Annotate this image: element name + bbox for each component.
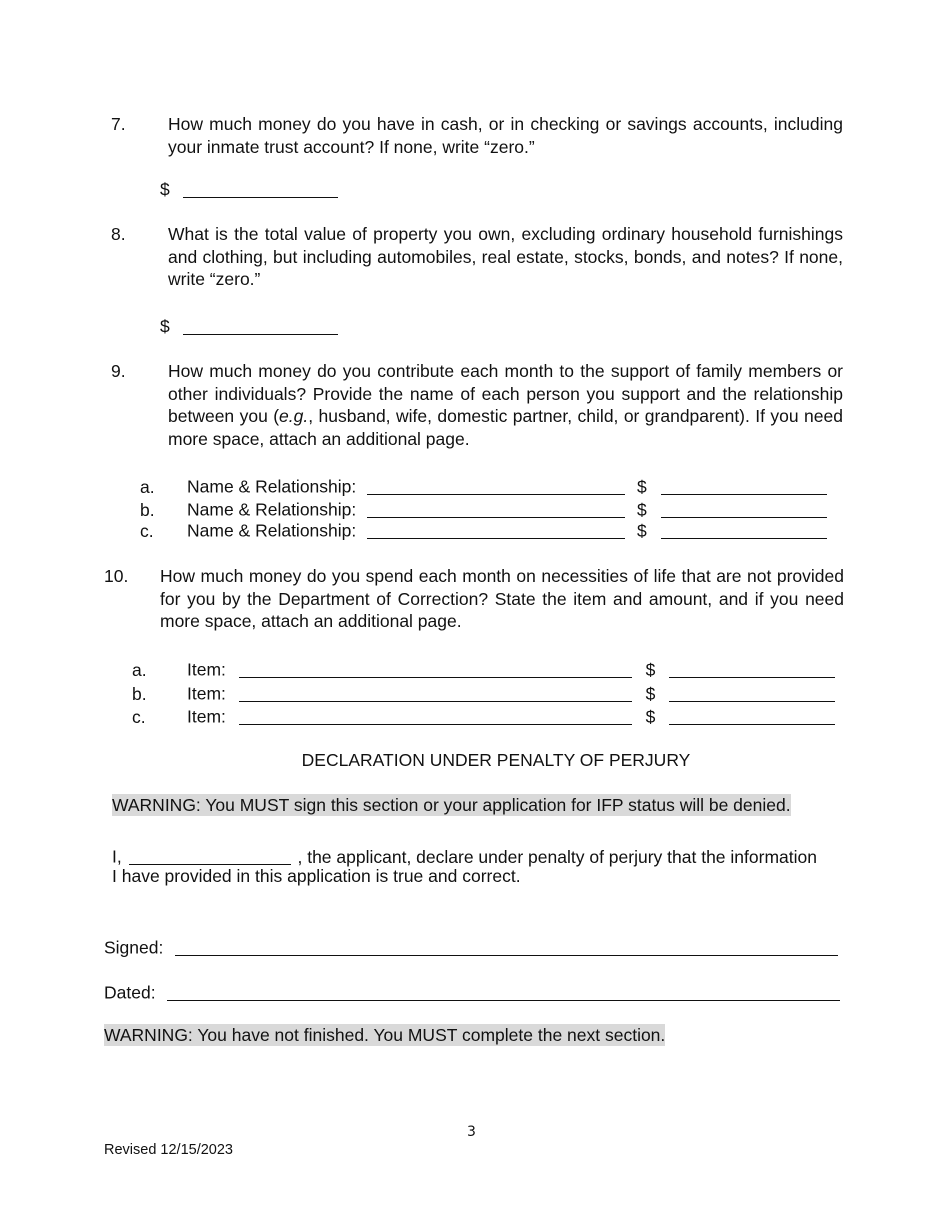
question-9-text-italic: e.g.	[279, 406, 309, 426]
final-warning-text: WARNING: You have not finished. You MUST complete the next section.	[104, 1025, 666, 1045]
row-label: Name & Relationship:	[187, 476, 357, 497]
declaration-statement-text: , the applicant, declare under penalty of perjury that the information	[297, 846, 817, 867]
final-warning	[104, 1025, 665, 1046]
row-label: Name & Relationship:	[187, 520, 357, 541]
amount-field[interactable]	[661, 520, 827, 539]
row-letter: a.	[132, 659, 147, 680]
row-letter: c.	[140, 520, 154, 541]
declaration-statement-line1	[112, 844, 844, 868]
revised-date: Revised 12/15/2023	[104, 1142, 233, 1158]
item-field[interactable]	[239, 683, 632, 702]
item-field[interactable]	[239, 659, 632, 678]
dollar-sign: $	[645, 683, 656, 704]
amount-field[interactable]	[661, 476, 827, 495]
question-9-text-part1: How much money do you contribute each month to the support of family members or other individuals? Provide the name of each person you support and the relationship between you (	[168, 361, 843, 426]
question-7-answer	[160, 177, 338, 201]
row-label: Item:	[187, 683, 226, 704]
page-number: 3	[467, 1124, 476, 1140]
dollar-sign: $	[637, 476, 647, 497]
question-10-row-a	[132, 657, 835, 681]
signed-label: Signed:	[104, 937, 164, 958]
question-9-number: 9.	[111, 361, 126, 381]
row-letter: b.	[132, 683, 147, 704]
item-field[interactable]	[239, 706, 632, 725]
row-label: Item:	[187, 659, 226, 680]
name-relationship-field[interactable]	[367, 476, 625, 495]
signature-warning-text: WARNING: You MUST sign this section or your application for IFP status will be denied.	[112, 795, 791, 815]
dollar-sign: $	[637, 499, 647, 520]
amount-field[interactable]	[669, 706, 835, 725]
question-10-row-c	[132, 704, 835, 728]
amount-field[interactable]	[669, 683, 835, 702]
amount-field[interactable]	[669, 659, 835, 678]
question-7-number: 7.	[111, 114, 126, 134]
amount-field[interactable]	[661, 499, 827, 518]
i-prefix: I,	[112, 846, 122, 867]
question-8-text: What is the total value of property you own, excluding ordinary household furnishings and clothing, but including automobiles, real estate, stocks, bonds, and notes? If none, write “zero.”	[168, 224, 843, 289]
question-10-row-b	[132, 681, 835, 705]
row-letter: a.	[140, 476, 155, 497]
row-letter: b.	[140, 499, 155, 520]
declaration-statement-line2: I have provided in this application is true and correct.	[112, 866, 521, 886]
signature-field[interactable]	[175, 937, 838, 956]
question-9-row-c	[140, 518, 827, 542]
question-9-row-a	[140, 474, 827, 498]
question-8-amount-field[interactable]	[183, 316, 338, 335]
dated-row	[104, 980, 840, 1004]
question-9-text	[168, 360, 843, 450]
dated-label: Dated:	[104, 982, 156, 1003]
dollar-sign: $	[645, 706, 656, 727]
question-9-row-b	[140, 497, 827, 521]
declaration-heading: DECLARATION UNDER PENALTY OF PERJURY	[301, 750, 691, 770]
dollar-sign: $	[637, 520, 647, 541]
name-relationship-field[interactable]	[367, 499, 625, 518]
dollar-sign: $	[160, 179, 170, 200]
dollar-sign: $	[160, 316, 170, 337]
name-relationship-field[interactable]	[367, 520, 625, 539]
question-8-number: 8.	[111, 224, 126, 244]
signed-row	[104, 935, 838, 959]
row-label: Name & Relationship:	[187, 499, 357, 520]
question-10-number: 10.	[104, 566, 129, 586]
date-field[interactable]	[167, 982, 840, 1001]
question-7-amount-field[interactable]	[183, 179, 338, 198]
row-letter: c.	[132, 706, 146, 727]
question-9-text-part2: , husband, wife, domestic partner, child, or grandparent). If you need more space, attach an additional page.	[168, 406, 843, 449]
signature-warning	[112, 795, 791, 816]
question-10-text: How much money do you spend each month on necessities of life that are not provided for you by the Department of Correction? State the item and amount, and if you need more space, attach an additional page.	[160, 566, 844, 631]
dollar-sign: $	[645, 659, 656, 680]
row-label: Item:	[187, 706, 226, 727]
question-7-text: How much money do you have in cash, or in checking or savings accounts, including your inmate trust account? If none, write “zero.”	[168, 114, 843, 157]
applicant-name-field[interactable]	[129, 846, 291, 865]
question-8-answer	[160, 314, 338, 338]
